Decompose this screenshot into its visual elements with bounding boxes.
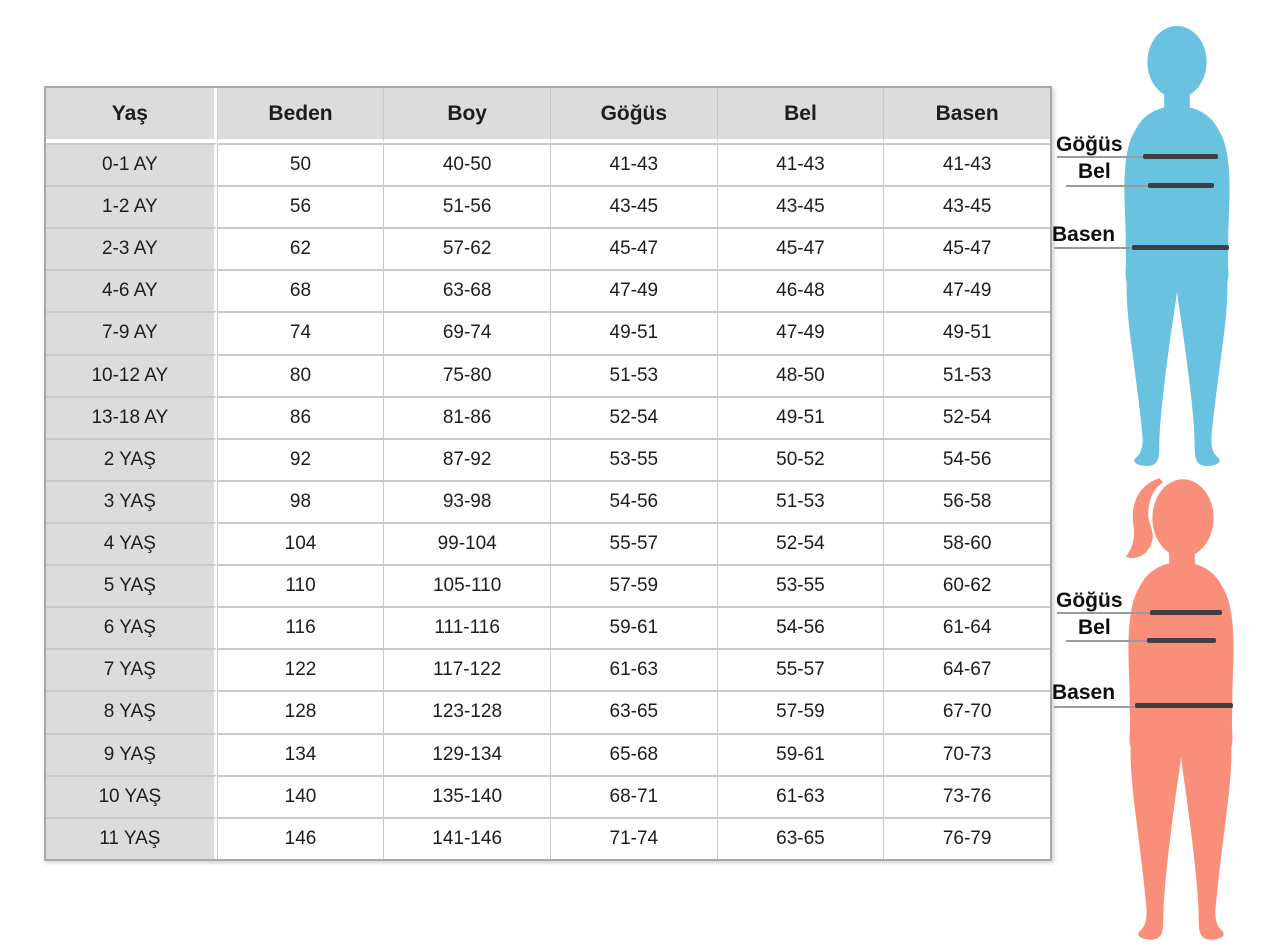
value-cell: 71-74 [550,817,717,859]
table-row [46,269,1050,311]
value-cell: 41-43 [883,143,1050,185]
value-cell: 49-51 [717,396,884,438]
table-row [46,690,1050,732]
value-cell: 104 [217,522,384,564]
value-cell: 40-50 [383,143,550,185]
table-row [46,480,1050,522]
boy-waist-label: Bel [1078,160,1111,183]
table-row [46,354,1050,396]
value-cell: 69-74 [383,311,550,353]
value-cell: 53-55 [550,438,717,480]
value-cell: 134 [217,733,384,775]
value-cell: 62 [217,227,384,269]
value-cell: 122 [217,648,384,690]
value-cell: 64-67 [883,648,1050,690]
table-row [46,606,1050,648]
value-cell: 123-128 [383,690,550,732]
value-cell: 117-122 [383,648,550,690]
table-row [46,185,1050,227]
value-cell: 46-48 [717,269,884,311]
girl-torso [1130,562,1233,736]
boy-hip-label: Basen [1052,223,1116,246]
value-cell: 51-53 [550,354,717,396]
column-header-3: Boy [383,88,550,143]
age-cell: 11 YAŞ [46,817,217,859]
value-cell: 111-116 [383,606,550,648]
value-cell: 49-51 [883,311,1050,353]
value-cell: 61-63 [550,648,717,690]
size-chart-table [44,86,1052,861]
value-cell: 57-62 [383,227,550,269]
value-cell: 56 [217,185,384,227]
column-header-6: Basen [883,88,1050,143]
value-cell: 54-56 [883,438,1050,480]
value-cell: 43-45 [883,185,1050,227]
value-cell: 43-45 [550,185,717,227]
value-cell: 53-55 [717,564,884,606]
value-cell: 65-68 [550,733,717,775]
girl-waist-label: Bel [1078,616,1111,639]
value-cell: 93-98 [383,480,550,522]
value-cell: 59-61 [717,733,884,775]
age-cell: 5 YAŞ [46,564,217,606]
value-cell: 105-110 [383,564,550,606]
value-cell: 52-54 [717,522,884,564]
table-row [46,648,1050,690]
value-cell: 47-49 [550,269,717,311]
value-cell: 63-65 [717,817,884,859]
value-cell: 74 [217,311,384,353]
age-cell: 0-1 AY [46,143,217,185]
value-cell: 135-140 [383,775,550,817]
age-cell: 1-2 AY [46,185,217,227]
boy-waist-bar [1148,183,1214,188]
value-cell: 57-59 [550,564,717,606]
value-cell: 128 [217,690,384,732]
value-cell: 55-57 [550,522,717,564]
value-cell: 60-62 [883,564,1050,606]
age-cell: 2-3 AY [46,227,217,269]
value-cell: 129-134 [383,733,550,775]
girl-hip-label: Basen [1052,681,1116,704]
value-cell: 80 [217,354,384,396]
value-cell: 110 [217,564,384,606]
table-row [46,143,1050,185]
value-cell: 98 [217,480,384,522]
value-cell: 99-104 [383,522,550,564]
boy-hip-bar [1132,245,1229,250]
value-cell: 68 [217,269,384,311]
value-cell: 49-51 [550,311,717,353]
boy-chest-label: Göğüs [1056,133,1123,156]
value-cell: 92 [217,438,384,480]
value-cell: 87-92 [383,438,550,480]
value-cell: 70-73 [883,733,1050,775]
value-cell: 57-59 [717,690,884,732]
value-cell: 51-53 [717,480,884,522]
value-cell: 76-79 [883,817,1050,859]
value-cell: 54-56 [717,606,884,648]
girl-silhouette [1102,474,1260,946]
value-cell: 47-49 [717,311,884,353]
value-cell: 116 [217,606,384,648]
value-cell: 63-65 [550,690,717,732]
value-cell: 41-43 [550,143,717,185]
value-cell: 68-71 [550,775,717,817]
boy-chest-bar [1143,154,1218,159]
value-cell: 50-52 [717,438,884,480]
value-cell: 50 [217,143,384,185]
value-cell: 45-47 [883,227,1050,269]
column-header-1: Yaş [46,88,217,143]
girl-legs [1131,732,1232,940]
age-cell: 4-6 AY [46,269,217,311]
value-cell: 45-47 [717,227,884,269]
table-row [46,817,1050,859]
age-cell: 7 YAŞ [46,648,217,690]
value-cell: 140 [217,775,384,817]
value-cell: 47-49 [883,269,1050,311]
age-cell: 10-12 AY [46,354,217,396]
girl-chest-label: Göğüs [1056,589,1123,612]
value-cell: 75-80 [383,354,550,396]
table-row [46,522,1050,564]
value-cell: 52-54 [550,396,717,438]
age-cell: 8 YAŞ [46,690,217,732]
value-cell: 55-57 [717,648,884,690]
age-cell: 13-18 AY [46,396,217,438]
value-cell: 146 [217,817,384,859]
value-cell: 51-53 [883,354,1050,396]
value-cell: 54-56 [550,480,717,522]
age-cell: 10 YAŞ [46,775,217,817]
value-cell: 52-54 [883,396,1050,438]
column-header-2: Beden [217,88,384,143]
column-header-4: Göğüs [550,88,717,143]
table-row [46,396,1050,438]
value-cell: 43-45 [717,185,884,227]
value-cell: 59-61 [550,606,717,648]
table-row [46,311,1050,353]
age-cell: 4 YAŞ [46,522,217,564]
girl-hip-bar [1135,703,1233,708]
table-row [46,733,1050,775]
value-cell: 141-146 [383,817,550,859]
age-cell: 9 YAŞ [46,733,217,775]
age-cell: 2 YAŞ [46,438,217,480]
table-row [46,564,1050,606]
value-cell: 41-43 [717,143,884,185]
boy-left-arm [1124,130,1140,288]
header-row [46,88,1050,143]
value-cell: 86 [217,396,384,438]
value-cell: 61-63 [717,775,884,817]
value-cell: 81-86 [383,396,550,438]
value-cell: 48-50 [717,354,884,396]
value-cell: 45-47 [550,227,717,269]
value-cell: 58-60 [883,522,1050,564]
table-row [46,438,1050,480]
value-cell: 63-68 [383,269,550,311]
column-header-5: Bel [717,88,884,143]
age-cell: 6 YAŞ [46,606,217,648]
age-cell: 3 YAŞ [46,480,217,522]
boy-legs [1127,268,1228,466]
girl-waist-bar [1147,638,1216,643]
girl-chest-bar [1150,610,1222,615]
value-cell: 61-64 [883,606,1050,648]
table-row [46,775,1050,817]
value-cell: 56-58 [883,480,1050,522]
table-row [46,227,1050,269]
age-cell: 7-9 AY [46,311,217,353]
value-cell: 51-56 [383,185,550,227]
value-cell: 67-70 [883,690,1050,732]
value-cell: 73-76 [883,775,1050,817]
